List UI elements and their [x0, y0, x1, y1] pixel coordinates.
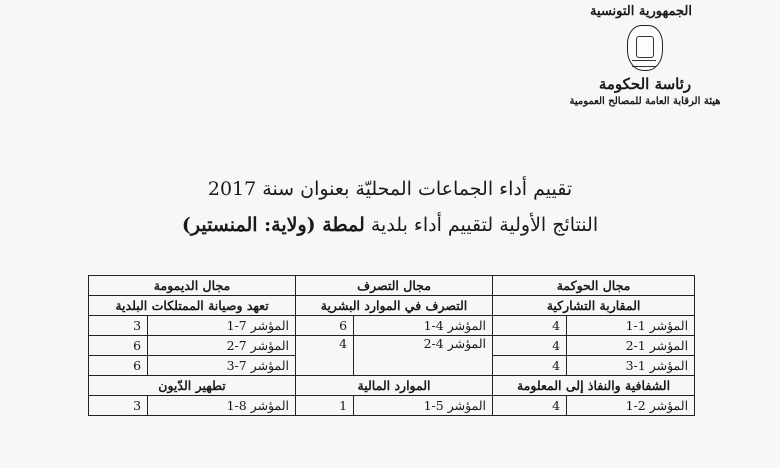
subheading-debt: تطهير الدّيون [89, 376, 296, 396]
indicator-score: 3 [89, 316, 148, 336]
table-row [89, 336, 695, 356]
indicator-label: المؤشر 8-1 [148, 396, 296, 416]
indicator-score: 6 [89, 336, 148, 356]
coat-of-arms-icon [627, 25, 663, 71]
indicator-label: المؤشر 7-1 [148, 316, 296, 336]
table-row [89, 396, 695, 416]
indicator-label: المؤشر 1-2 [567, 336, 695, 356]
indicator-score: 4 [493, 396, 567, 416]
subheading-participatory: المقاربة التشاركية [493, 296, 695, 316]
indicator-label: المؤشر 1-3 [567, 356, 695, 376]
indicator-label: المؤشر 5-1 [354, 396, 493, 416]
indicator-score: 3 [89, 396, 148, 416]
country-name: الجمهورية التونسية [590, 4, 692, 19]
domain-sustainability: مجال الديمومة [89, 276, 296, 296]
document-header [560, 4, 730, 107]
domain-management: مجال التصرف [296, 276, 493, 296]
subtitle-municipality: لمطة (ولاية: المنستير) [181, 214, 365, 236]
presidency-name: رئاسة الحكومة [598, 75, 692, 93]
subheading-row [89, 296, 695, 316]
indicator-score: 4 [296, 336, 354, 376]
evaluation-table [88, 275, 695, 416]
indicator-label: المؤشر 4-2 [354, 336, 493, 376]
document-subtitle [0, 214, 780, 236]
document-title: تقييم أداء الجماعات المحليّة بعنوان سنة 2017 [207, 178, 573, 200]
subheading-financial: الموارد المالية [296, 376, 493, 396]
subtitle-prefix: النتائج الأولية لتقييم أداء بلدية [364, 214, 599, 236]
table-row [89, 316, 695, 336]
subheading-transparency: الشفافية والنفاذ إلى المعلومة [493, 376, 695, 396]
domain-governance: مجال الحوكمة [493, 276, 695, 296]
authority-name: هيئة الرقابة العامة للمصالح العمومية [569, 96, 721, 107]
indicator-score: 6 [89, 356, 148, 376]
subheading-property: تعهد وصيانة الممتلكات البلدية [89, 296, 296, 316]
subheading-row [89, 376, 695, 396]
indicator-label: المؤشر 1-1 [567, 316, 695, 336]
indicator-score: 6 [296, 316, 354, 336]
indicator-label: المؤشر 7-3 [148, 356, 296, 376]
subheading-hr: التصرف في الموارد البشرية [296, 296, 493, 316]
indicator-score: 4 [493, 336, 567, 356]
indicator-score: 4 [493, 316, 567, 336]
indicator-label: المؤشر 2-1 [567, 396, 695, 416]
indicator-label: المؤشر 4-1 [354, 316, 493, 336]
indicator-score: 1 [296, 396, 354, 416]
domain-header-row [89, 276, 695, 296]
indicator-score: 4 [493, 356, 567, 376]
indicator-label: المؤشر 7-2 [148, 336, 296, 356]
